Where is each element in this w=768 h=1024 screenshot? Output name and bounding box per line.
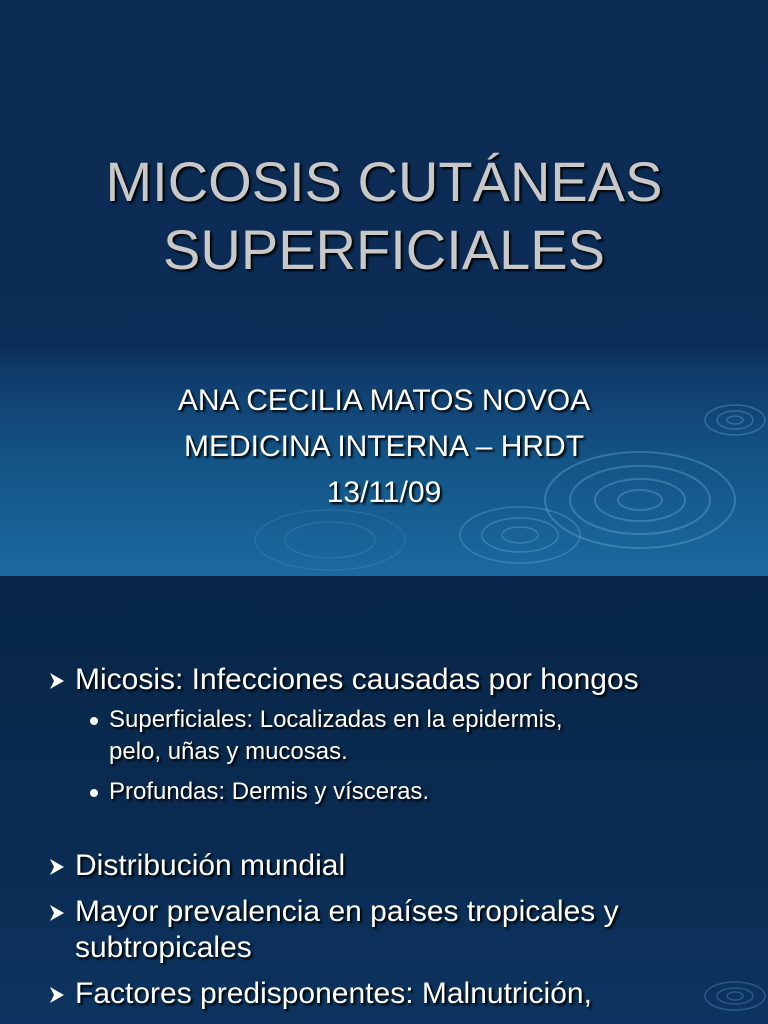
arrowhead-bullet-icon: [48, 672, 66, 690]
list-item: [48, 662, 748, 698]
content-slide: [0, 576, 768, 1024]
title-line-2: SUPERFICIALES: [163, 218, 605, 281]
sub-bullet-text-line-1: Superficiales: Localizadas en la epidermis,: [109, 706, 563, 733]
arrowhead-bullet-icon: [48, 986, 66, 1004]
slide-title: [0, 148, 768, 284]
author-name: ANA CECILIA MATOS NOVOA: [177, 384, 591, 417]
arrowhead-bullet-icon: [48, 904, 66, 922]
sub-bullet-text-line-2: pelo, uñas y mucosas.: [109, 738, 348, 765]
bullet-list: [48, 662, 748, 1012]
bullet-text-line-1: Mayor prevalencia en países tropicales y: [75, 895, 619, 928]
list-item: [48, 976, 748, 1012]
bullet-text: Factores predisponentes: Malnutrición,: [75, 977, 592, 1010]
sub-bullet-text: Profundas: Dermis y vísceras.: [109, 778, 430, 805]
list-item: [48, 848, 748, 884]
list-item: [48, 776, 748, 808]
bullet-text: Micosis: Infecciones causadas por hongos: [75, 663, 639, 696]
title-line-1: MICOSIS CUTÁNEAS: [105, 150, 663, 213]
slide-subtitle: [0, 378, 768, 516]
list-item: [48, 704, 748, 768]
list-item: [48, 894, 748, 966]
date: 13/11/09: [326, 476, 442, 509]
department: MEDICINA INTERNA – HRDT: [183, 430, 585, 463]
dot-bullet-icon: [90, 789, 98, 797]
bullet-text-line-2: subtropicales: [75, 931, 252, 964]
dot-bullet-icon: [90, 717, 98, 725]
arrowhead-bullet-icon: [48, 858, 66, 876]
bullet-text: Distribución mundial: [75, 849, 346, 882]
